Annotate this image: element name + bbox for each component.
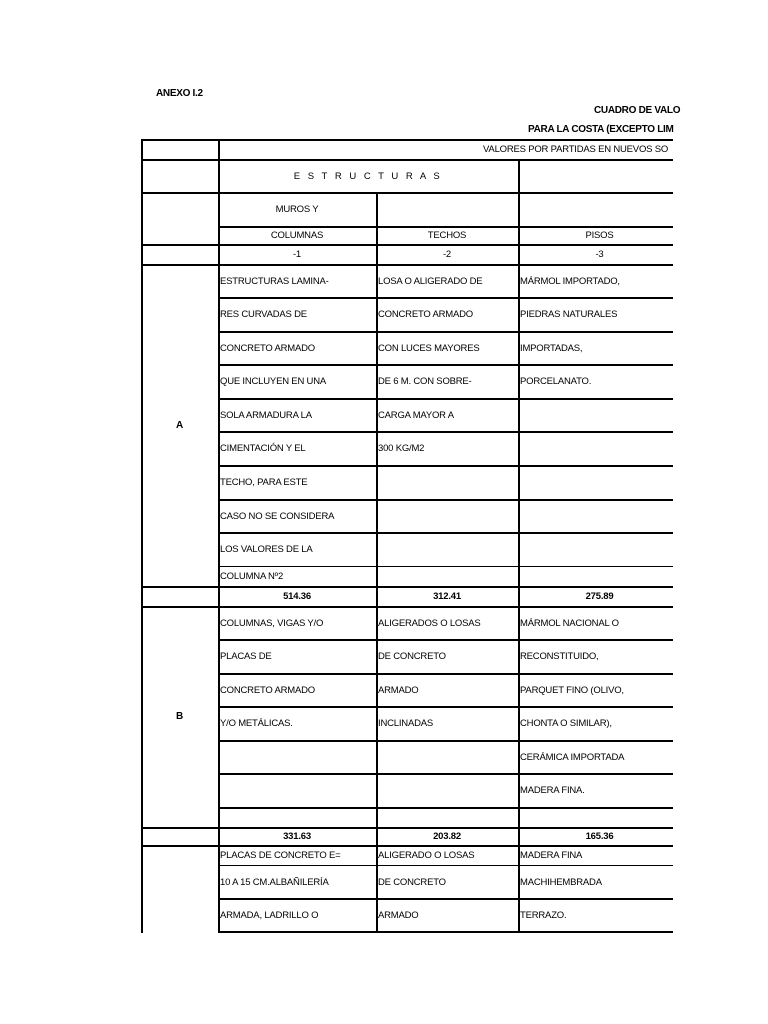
table-cell: COLUMNA Nº2 — [220, 571, 284, 582]
column-num-3: -3 — [595, 249, 604, 260]
table-divider — [218, 431, 673, 433]
table-divider — [218, 773, 673, 775]
cat-b-value-1: 331.63 — [283, 831, 311, 842]
table-divider — [218, 398, 673, 400]
table-cell — [518, 432, 673, 465]
table-divider — [141, 586, 673, 588]
table-row — [141, 466, 673, 499]
table-divider — [518, 159, 520, 933]
table-cell: MACHIHEMBRADA — [520, 876, 602, 888]
column-header-1: COLUMNAS — [270, 230, 324, 241]
table-cell — [218, 808, 376, 827]
table-cell — [218, 741, 376, 773]
table-cell: CERÁMICA IMPORTADA — [520, 751, 625, 763]
table-row — [141, 298, 673, 331]
table-divider — [218, 139, 220, 933]
table-cell: TECHO, PARA ESTE — [220, 477, 308, 488]
table-cell: MÁRMOL NACIONAL O — [520, 617, 619, 629]
table-cell: ALIGERADO O LOSAS — [378, 849, 475, 861]
cat-a-value-1: 514.36 — [283, 591, 311, 602]
table-row — [141, 707, 673, 740]
table-row — [141, 227, 673, 244]
table-row — [141, 140, 673, 159]
table-cell: SOLA ARMADURA LA — [220, 409, 312, 421]
table-cell — [376, 808, 518, 827]
table-row — [141, 265, 673, 297]
table-cell: ALIGERADOS O LOSAS — [378, 617, 481, 629]
table-cell: 300 KG/M2 — [378, 443, 425, 454]
table-divider — [218, 297, 673, 299]
table-cell: PARQUET FINO (OLIVO, — [520, 684, 624, 696]
table-cell: IMPORTADAS, — [520, 342, 583, 354]
table-row — [141, 399, 673, 431]
table-cell: DE 6 M. CON SOBRE- — [378, 376, 472, 387]
table-cell: RES CURVADAS DE — [220, 309, 307, 320]
table-row — [141, 674, 673, 706]
col1-top-label: MUROS Y — [275, 204, 319, 215]
table-row — [141, 808, 673, 827]
table-cell: QUE INCLUYEN EN UNA — [220, 376, 326, 387]
title-line-1: CUADRO DE VALO — [594, 105, 681, 116]
table-divider — [218, 364, 673, 366]
table-row — [141, 567, 673, 586]
table-cell: ESTRUCTURAS LAMINA- — [220, 275, 329, 287]
table-divider — [218, 931, 673, 933]
category-b-letter: B — [176, 711, 184, 722]
table-cell — [518, 500, 673, 532]
table-divider — [218, 566, 673, 567]
table-cell: COLUMNAS, VIGAS Y/O — [220, 617, 324, 629]
table-row — [141, 607, 673, 639]
table-cell — [218, 774, 376, 807]
table-cell: CARGA MAYOR A — [378, 409, 454, 421]
table-cell: Y/O METÁLICAS. — [220, 718, 293, 729]
table-cell — [518, 533, 673, 566]
table-divider — [218, 898, 673, 900]
table-cell: DE CONCRETO — [378, 651, 446, 662]
cat-b-value-3: 165.36 — [585, 831, 614, 842]
table-row — [141, 774, 673, 807]
table-divider — [218, 673, 673, 675]
table-divider — [218, 807, 673, 809]
table-divider — [218, 226, 673, 228]
table-divider — [141, 159, 673, 161]
table-row — [141, 866, 673, 898]
table-cell: CIMENTACIÓN Y EL — [220, 443, 306, 454]
table-cell — [376, 774, 518, 807]
table-cell: PLACAS DE — [220, 651, 272, 662]
annex-label: ANEXO I.2 — [156, 88, 203, 99]
table-row — [141, 193, 673, 226]
table-cell: CASO NO SE CONSIDERA — [220, 510, 335, 522]
table-divider — [141, 139, 673, 141]
column-header-2: TECHOS — [427, 230, 467, 241]
table-row — [141, 741, 673, 773]
table-row — [141, 846, 673, 864]
table-divider — [141, 827, 673, 829]
table-cell: PORCELANATO. — [520, 376, 592, 387]
column-header-3: PISOS — [585, 230, 614, 241]
table-cell — [518, 808, 673, 827]
column-num-2: -2 — [442, 249, 452, 260]
table-divider — [376, 192, 378, 933]
table-cell — [376, 741, 518, 773]
table-divider — [141, 244, 673, 246]
table-cell: CONCRETO ARMADO — [220, 684, 316, 696]
table-cell: ARMADO — [378, 909, 419, 921]
table-cell: PIEDRAS NATURALES — [520, 309, 618, 320]
table-cell: MADERA FINA — [520, 849, 583, 861]
table-cell — [518, 399, 673, 431]
table-cell — [518, 466, 673, 499]
table-row — [141, 245, 673, 264]
table-divider — [218, 331, 673, 333]
table-cell: MÁRMOL IMPORTADO, — [520, 275, 620, 287]
subtitle: VALORES POR PARTIDAS EN NUEVOS SO — [483, 144, 669, 155]
table-cell: CON LUCES MAYORES — [378, 342, 480, 354]
table-cell: PLACAS DE CONCRETO E= — [220, 849, 341, 861]
table-cell — [376, 567, 518, 586]
table-cell: LOSA O ALIGERADO DE — [378, 275, 483, 287]
cat-a-value-2: 312.41 — [433, 591, 461, 602]
cat-a-value-3: 275.89 — [585, 591, 614, 602]
table-row — [141, 533, 673, 566]
table-row — [141, 160, 673, 192]
table-cell: ARMADA, LADRILLO O — [220, 909, 319, 921]
table-cell: CHONTA O SIMILAR), — [520, 718, 612, 729]
table-row — [141, 828, 673, 845]
table-divider — [141, 139, 143, 933]
cat-b-value-2: 203.82 — [433, 831, 461, 842]
estructuras-label: E S T R U C T U R A S — [293, 170, 443, 182]
table-row — [141, 432, 673, 465]
table-divider — [218, 465, 673, 467]
table-divider — [218, 740, 673, 742]
table-cell: CONCRETO ARMADO — [378, 309, 474, 320]
table-cell: RECONSTITUIDO, — [520, 651, 599, 662]
table-row — [141, 332, 673, 364]
table-divider — [218, 532, 673, 534]
table-row — [141, 640, 673, 673]
table-cell: TERRAZO. — [520, 909, 567, 921]
table-divider — [218, 865, 673, 866]
table-row — [141, 365, 673, 398]
table-cell: DE CONCRETO — [378, 876, 446, 888]
table-row — [141, 899, 673, 931]
table-cell — [518, 567, 673, 586]
table-cell — [376, 466, 518, 499]
column-num-1: -1 — [292, 249, 302, 260]
table-row — [141, 587, 673, 606]
table-cell: 10 A 15 CM.ALBAÑILERÍA — [220, 876, 329, 888]
table-row — [141, 500, 673, 532]
table-divider — [218, 706, 673, 708]
table-cell — [376, 533, 518, 566]
table-divider — [141, 264, 673, 266]
table-cell: CONCRETO ARMADO — [220, 342, 316, 354]
table-divider — [218, 639, 673, 641]
table-divider — [218, 499, 673, 501]
title-line-2: PARA LA COSTA (EXCEPTO LIM — [528, 124, 674, 135]
table-divider — [141, 845, 673, 847]
category-a-letter: A — [176, 420, 184, 431]
table-cell: INCLINADAS — [378, 718, 434, 729]
table-cell: MADERA FINA. — [520, 785, 585, 796]
table-divider — [141, 606, 673, 608]
table-divider — [141, 192, 673, 194]
table-cell: ARMADO — [378, 684, 419, 696]
table-cell: LOS VALORES DE LA — [220, 544, 313, 555]
table-cell — [376, 500, 518, 532]
